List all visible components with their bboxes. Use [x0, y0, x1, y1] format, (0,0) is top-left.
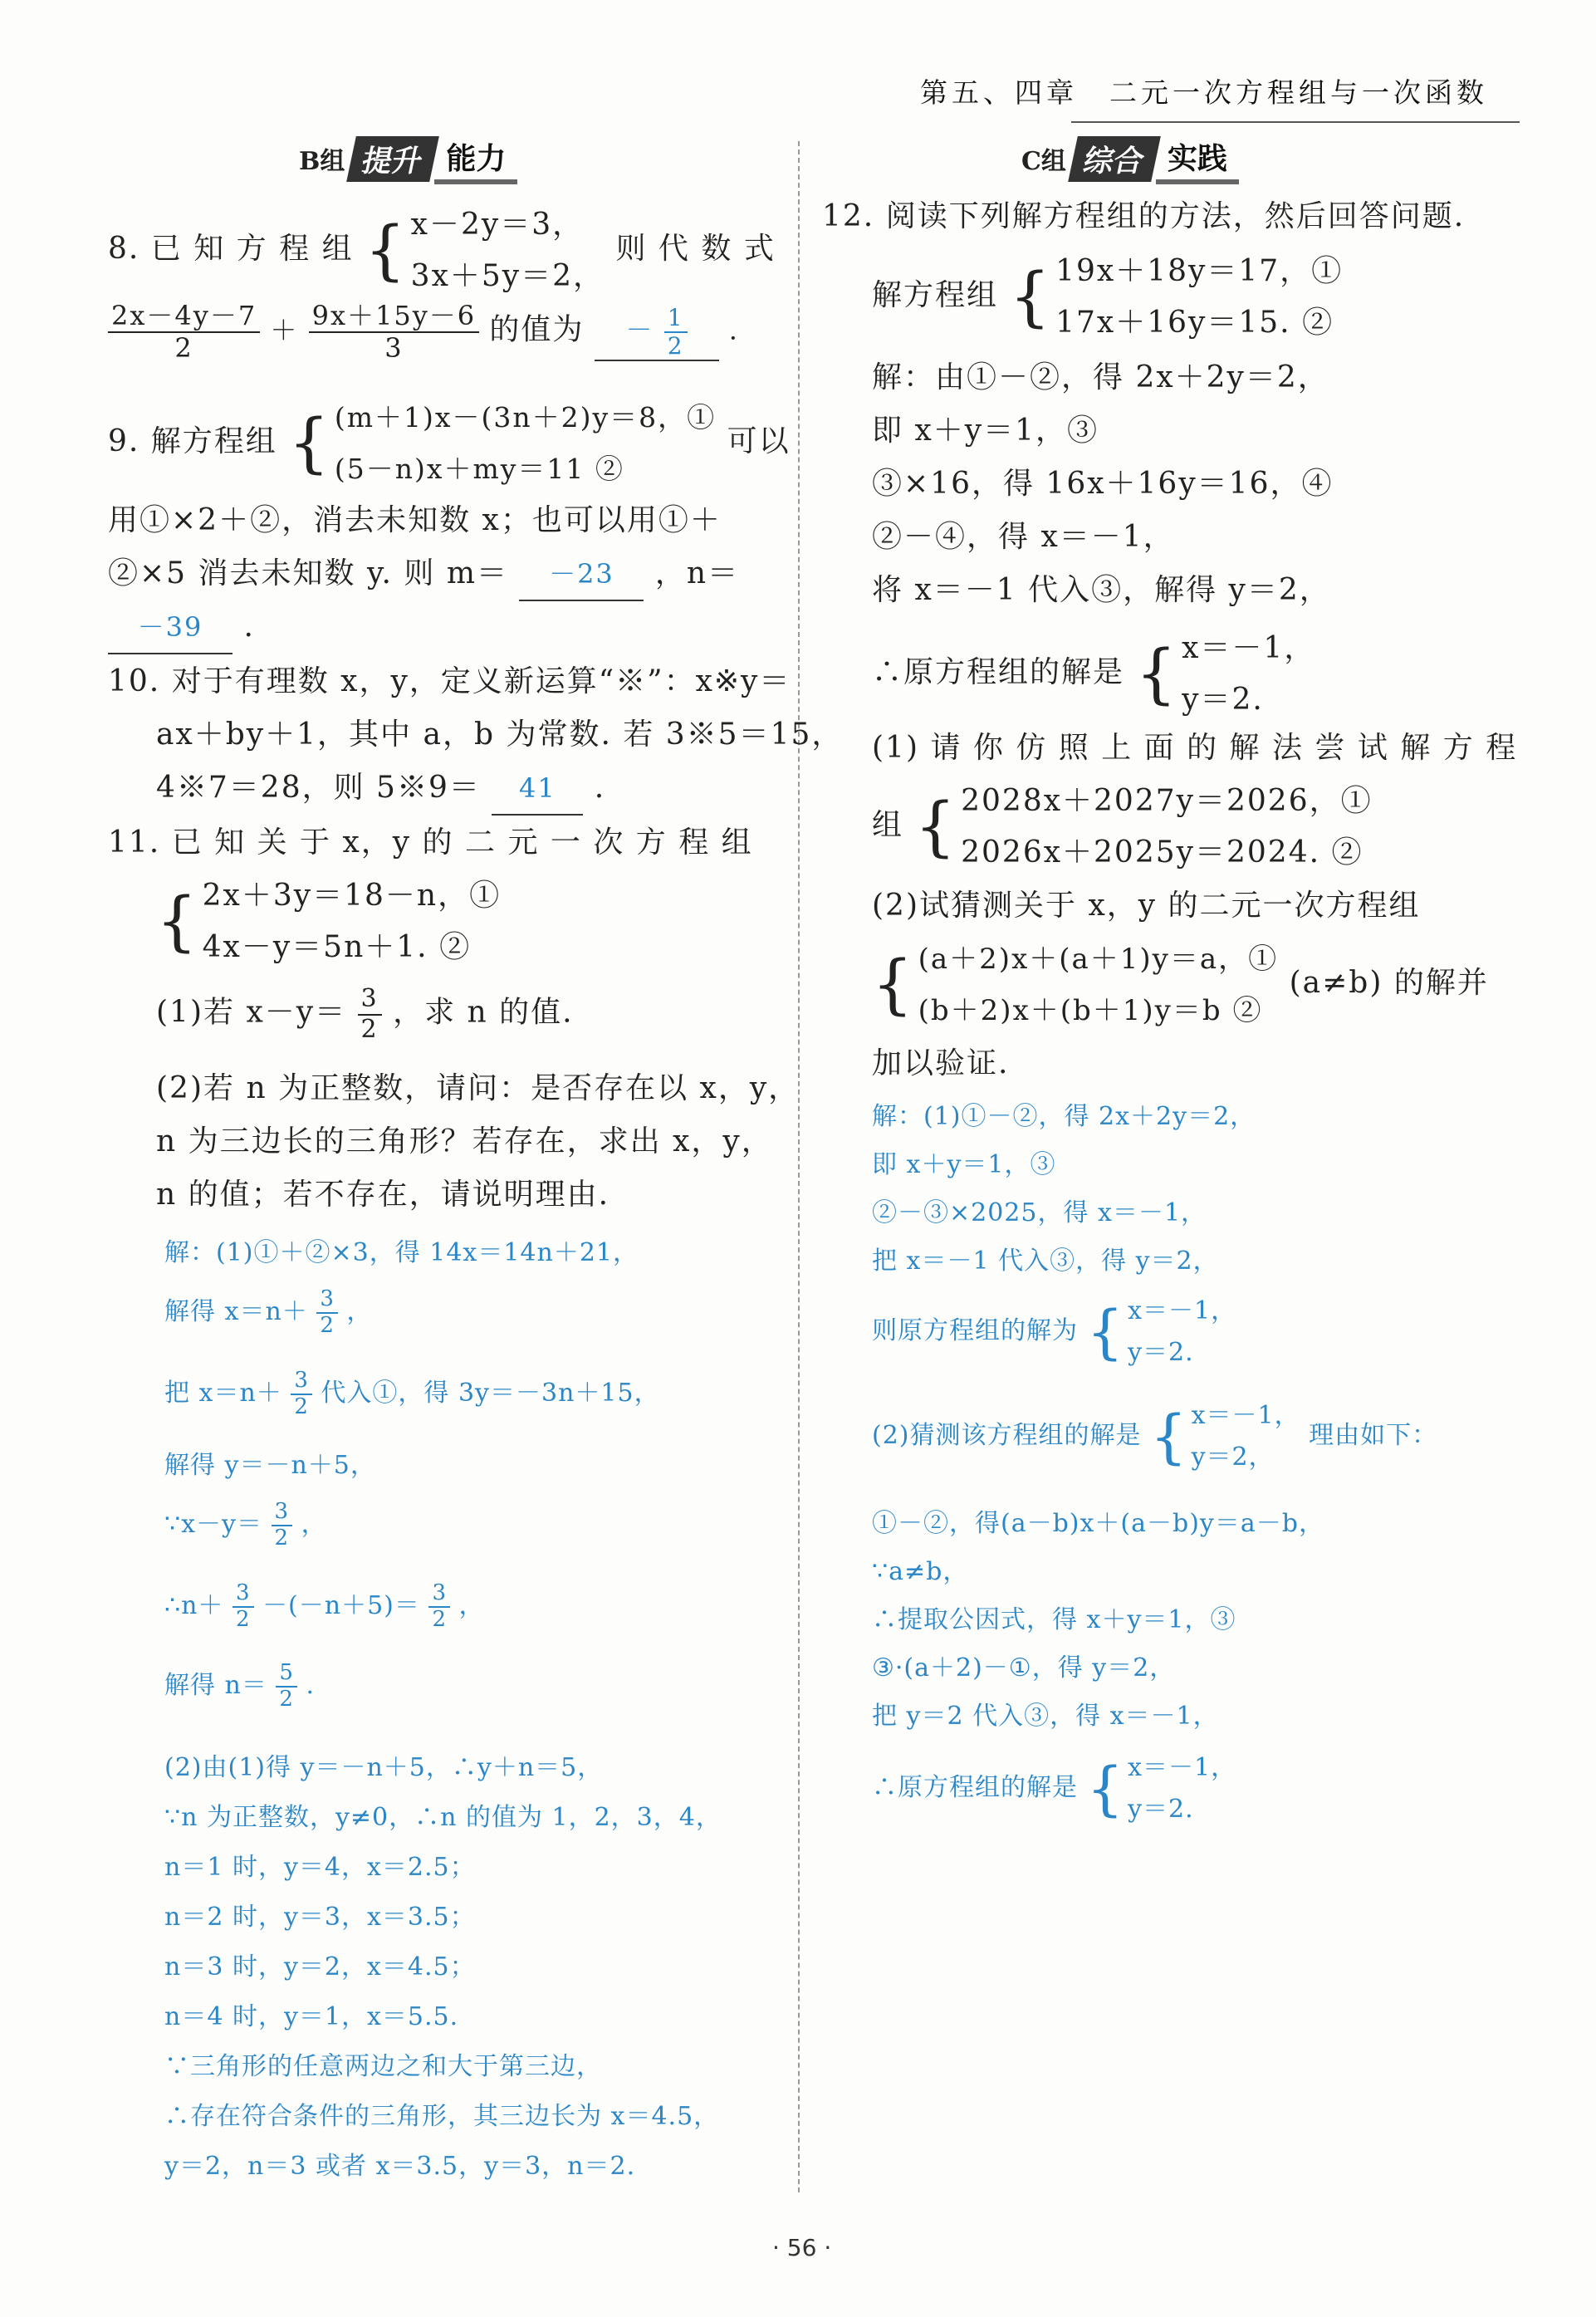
section-c-tag2: 实践 — [1156, 134, 1239, 184]
q12-sol-s5 — [872, 1291, 1236, 1374]
column-divider — [798, 141, 800, 2192]
q11-sol-s6b: －(－n＋5)＝ — [262, 1590, 420, 1620]
q8-eq2: 3x＋5y＝2， — [410, 259, 605, 293]
q12-p1-l1: (1) 请 你 仿 照 上 面 的 解 法 尝 试 解 方 程 — [872, 731, 1518, 765]
q12-sol-s12 — [872, 1747, 1236, 1830]
q11-p1-frac — [358, 985, 382, 1044]
q12-p1-eq2: 2026x＋2025y＝2024. ② — [961, 835, 1363, 869]
q11-eq2: 4x－y＝5n＋1. ② — [202, 930, 472, 964]
q12-ex-s2: 即 x＋y＝1，③ — [872, 414, 1099, 448]
q11-sol-s2b: ， — [346, 1296, 373, 1326]
q8-frac1 — [108, 301, 260, 364]
q10-line3a: 4※7＝28，则 5※9＝ — [156, 771, 481, 805]
q9-system — [288, 392, 716, 495]
q12-sol-s6-r1: x＝－1， — [1191, 1401, 1300, 1430]
q11-sol-s2-den: 2 — [320, 1312, 335, 1338]
q9-eq2: (5－n)x＋my＝11 ② — [334, 453, 624, 485]
q11-sol-s16: y＝2，n＝3 或者 x＝3.5，y＝3，n＝2. — [164, 2152, 636, 2181]
q12-sol-s5-text: 则原方程组的解为 — [872, 1316, 1078, 1345]
q8-line1 — [108, 199, 776, 302]
q12-sol-s5-result — [1087, 1291, 1237, 1374]
brace-icon: { — [365, 213, 408, 288]
q10-end: . — [594, 771, 606, 805]
q11-sol-s10: n＝1 时，y＝4，x＝2.5； — [164, 1853, 476, 1882]
q12-intro: 12. 阅读下列解方程组的方法，然后回答问题. — [822, 199, 1466, 233]
q8-frac1-num: 2x－4y－7 — [108, 301, 260, 333]
q12-sol-s5-r1: x＝－1， — [1128, 1296, 1237, 1325]
q12-sol-s6-text: (2)猜测该方程组的解是 — [872, 1421, 1142, 1450]
q11-sol-s3 — [164, 1369, 660, 1420]
q12-p1-label: 组 — [872, 808, 904, 842]
q12-sol-s6-result — [1150, 1395, 1300, 1478]
q8-answer-frac — [664, 305, 688, 360]
q8-answer-blank — [595, 304, 719, 361]
q11-eq1: 2x＋3y＝18－n，① — [202, 879, 502, 913]
q11-sol-s5 — [164, 1500, 327, 1551]
q12-ex-system — [1009, 246, 1343, 349]
q11-sol-s13: n＝4 时，y＝1，x＝5.5. — [164, 2002, 459, 2031]
q11-sol-s6-den2: 2 — [432, 1606, 447, 1632]
q12-ex-s6-text: ∴原方程组的解是 — [872, 655, 1125, 689]
brace-icon: { — [1086, 1298, 1125, 1366]
q11-p1b: ，求 n 的值. — [393, 995, 574, 1030]
q11-sol-s5-den: 2 — [274, 1525, 290, 1550]
q12-ex-s3: ③×16，得 16x＋16y＝16，④ — [872, 467, 1334, 501]
q11-sol-s9: ∵n 为正整数，y≠0，∴n 的值为 1，2，3，4， — [164, 1803, 722, 1832]
q11-sol-s7-frac — [276, 1661, 297, 1712]
q12-p2-eq1: (a＋2)x＋(a＋1)y＝a，① — [918, 943, 1279, 976]
q12-sol-s3: ②－③×2025，得 x＝－1， — [872, 1198, 1207, 1227]
q11-p2-l1: (2)若 n 为正整数，请问：是否存在以 x，y， — [156, 1071, 800, 1105]
q9-end: . — [243, 610, 255, 644]
q8-tail: 的值为 — [489, 312, 585, 347]
q8-line2 — [108, 301, 739, 364]
q8-system — [365, 199, 605, 302]
q8-answer-sign: － — [625, 314, 654, 346]
q11-sol-s6a: ∴n＋ — [164, 1590, 224, 1620]
q9-line4 — [108, 601, 255, 654]
q9-line1 — [108, 392, 791, 495]
section-c-banner — [1021, 135, 1239, 183]
q10-line3 — [156, 762, 605, 816]
q11-sol-s6-den1: 2 — [235, 1606, 251, 1632]
q11-sol-s7-den: 2 — [279, 1686, 294, 1712]
q12-sol-s10: ③·(a＋2)－①，得 y＝2， — [872, 1653, 1176, 1683]
q9-answer-n: －39 — [108, 601, 233, 654]
brace-icon: { — [1135, 637, 1179, 712]
brace-icon: { — [288, 406, 331, 481]
q12-ex-s5: 将 x＝－1 代入③，解得 y＝2， — [872, 573, 1331, 607]
q12-p1-system-row — [872, 776, 1373, 879]
q8-suffix: 则 代 数 式 — [615, 232, 776, 266]
q9-line3 — [108, 548, 739, 601]
q12-p2-l1: (2)试猜测关于 x，y 的二元一次方程组 — [872, 889, 1421, 923]
brace-icon: { — [872, 948, 915, 1022]
q11-sol-s3b: 代入①，得 3y＝－3n＋15， — [321, 1378, 660, 1408]
q12-sol-s6 — [872, 1395, 1437, 1478]
q11-sol-s2a: 解得 x＝n＋ — [164, 1296, 308, 1326]
q11-sol-s6-frac2 — [428, 1581, 450, 1633]
q12-ex-label: 解方程组 — [872, 278, 999, 312]
q11-sol-s14: ∵三角形的任意两边之和大于第三边， — [164, 2052, 602, 2081]
q12-ex-r1: x＝－1， — [1182, 631, 1316, 665]
q11-sol-s3-frac — [291, 1369, 312, 1420]
q12-ex-r2: y＝2. — [1182, 683, 1264, 717]
section-c-group: C组 — [1021, 147, 1066, 176]
q12-p2-suffix: (a≠b) 的解并 — [1289, 966, 1489, 1000]
q12-sol-s12-r2: y＝2. — [1128, 1795, 1194, 1824]
q11-sol-s4: 解得 y＝－n＋5， — [164, 1451, 376, 1480]
q12-p2-eq2: (b＋2)x＋(b＋1)y＝b ② — [918, 994, 1263, 1027]
q8-answer-num: 1 — [664, 305, 688, 333]
q12-sol-s11: 把 y＝2 代入③，得 x＝－1， — [872, 1702, 1219, 1731]
q11-sol-s2-num: 3 — [316, 1287, 338, 1314]
q12-sol-s9: ∴提取公因式，得 x＋y＝1，③ — [872, 1605, 1236, 1634]
q12-sol-s4: 把 x＝－1 代入③，得 y＝2， — [872, 1247, 1219, 1276]
q9-answer-m: －23 — [519, 548, 644, 601]
q12-p2-system — [872, 933, 1278, 1036]
q12-sol-s5-r2: y＝2. — [1128, 1338, 1194, 1367]
q8-frac2 — [309, 301, 480, 364]
section-b-tag2: 能力 — [434, 134, 517, 184]
q11-system — [156, 870, 501, 973]
q12-ex-s4: ②－④，得 x＝－1， — [872, 520, 1175, 554]
q8-end: . — [728, 314, 739, 346]
q11-sol-s5-frac — [272, 1500, 293, 1551]
q11-sol-s12: n＝3 时，y＝2，x＝4.5； — [164, 1952, 476, 1981]
q9-prefix: 9. 解方程组 — [108, 424, 277, 458]
q11-sol-s6-frac1 — [233, 1581, 254, 1633]
q11-part1 — [156, 985, 574, 1044]
q9-line3a: ②×5 消去未知数 y. 则 m＝ — [108, 556, 508, 590]
q12-sol-s12-r1: x＝－1， — [1128, 1753, 1237, 1782]
brace-icon: { — [914, 790, 958, 865]
brace-icon: { — [1009, 260, 1053, 335]
q11-p2-l2: n 为三边长的三角形？若存在，求出 x，y， — [156, 1124, 773, 1158]
q11-sol-s3-den: 2 — [294, 1394, 309, 1419]
q8-eq1: x－2y＝3， — [410, 208, 585, 242]
q8-plus: ＋ — [270, 314, 299, 346]
q11-sol-s8: (2)由(1)得 y＝－n＋5，∴y＋n＝5， — [164, 1753, 604, 1782]
q11-sol-s5a: ∵x－y＝ — [164, 1509, 262, 1539]
brace-icon: { — [1086, 1755, 1125, 1823]
q12-sol-s2: 即 x＋y＝1，③ — [872, 1150, 1056, 1179]
q11-sol-s3a: 把 x＝n＋ — [164, 1378, 282, 1408]
q11-sol-s6-num1: 3 — [233, 1581, 254, 1608]
q8-frac1-den: 2 — [174, 331, 193, 364]
q11-sol-s6c: ， — [458, 1590, 485, 1620]
q12-p2-l3: 加以验证. — [872, 1046, 1010, 1080]
q12-sol-s12-text: ∴原方程组的解是 — [872, 1773, 1078, 1802]
q12-example-system-row — [872, 246, 1343, 349]
q8-frac2-den: 3 — [384, 331, 404, 364]
q12-ex-s6 — [872, 623, 1315, 726]
header-rule — [1071, 121, 1520, 123]
q11-line1: 11. 已 知 关 于 x，y 的 二 元 一 次 方 程 组 — [108, 825, 753, 860]
brace-icon: { — [1150, 1403, 1188, 1471]
q9-line3b: ，n＝ — [654, 556, 740, 590]
section-b-banner — [299, 135, 517, 183]
chapter-title: 第五、四章 二元一次方程组与一次函数 — [920, 76, 1488, 109]
q12-sol-s7: ①－②，得(a－b)x＋(a－b)y＝a－b， — [872, 1509, 1324, 1538]
q11-sol-s7 — [164, 1661, 315, 1712]
q12-ex-s1: 解：由①－②，得 2x＋2y＝2， — [872, 360, 1329, 394]
q11-sol-s6-num2: 3 — [428, 1581, 450, 1608]
q12-sol-s6-r2: y＝2， — [1191, 1443, 1275, 1472]
q11-system-row — [156, 870, 501, 973]
q12-ex-result — [1135, 623, 1315, 726]
q12-sol-s12-result — [1087, 1747, 1237, 1830]
q12-sol-s1: 解：(1)①－②，得 2x＋2y＝2， — [872, 1102, 1256, 1131]
brace-icon: { — [156, 884, 199, 959]
section-b-tag1: 提升 — [347, 136, 440, 182]
q11-sol-s5-num: 3 — [272, 1500, 293, 1526]
q11-p1-den: 2 — [360, 1014, 379, 1044]
q12-ex-eq2: 17x＋16y＝15. ② — [1055, 306, 1334, 340]
q11-p2-l3: n 的值；若不存在，请说明理由. — [156, 1178, 610, 1212]
q8-frac2-num: 9x＋15y－6 — [309, 301, 480, 333]
q11-sol-s2 — [164, 1287, 372, 1339]
q11-sol-s7a: 解得 n＝ — [164, 1670, 267, 1700]
q11-sol-s15: ∴存在符合条件的三角形，其三边长为 x＝4.5， — [164, 2102, 720, 2131]
q10-line2: ax＋by＋1，其中 a，b 为常数. 若 3※5＝15， — [156, 718, 844, 752]
q11-p1-num: 3 — [358, 985, 382, 1016]
q10-line1: 10. 对于有理数 x，y，定义新运算“※”：x※y＝ — [108, 664, 791, 698]
q12-sol-s6-tail: 理由如下： — [1309, 1421, 1438, 1450]
q10-answer: 41 — [492, 762, 583, 816]
q8-answer-den: 2 — [667, 331, 684, 360]
q11-sol-s3-num: 3 — [291, 1369, 312, 1395]
section-b-group: B组 — [299, 147, 345, 176]
q11-sol-s2-frac — [316, 1287, 338, 1339]
q12-p2-system-row — [872, 933, 1489, 1036]
q12-ex-eq1: 19x＋18y＝17，① — [1055, 254, 1344, 288]
q11-p1a: (1)若 x－y＝ — [156, 995, 347, 1030]
q11-sol-s7b: . — [306, 1670, 316, 1700]
q9-line2: 用①×2＋②，消去未知数 x；也可以用①＋ — [108, 503, 722, 537]
q12-p1-system — [914, 776, 1372, 879]
q11-sol-s7-num: 5 — [276, 1661, 297, 1688]
q8-prefix: 8. 已 知 方 程 组 — [108, 232, 354, 266]
q11-sol-s6 — [164, 1581, 485, 1633]
q9-eq1: (m＋1)x－(3n＋2)y＝8，① — [334, 401, 717, 434]
page-number: · 56 · — [772, 2234, 832, 2261]
q11-sol-s5b: ， — [301, 1509, 327, 1539]
q11-sol-s1: 解：(1)①＋②×3，得 14x＝14n＋21， — [164, 1238, 639, 1267]
q11-sol-s11: n＝2 时，y＝3，x＝3.5； — [164, 1903, 476, 1932]
q12-sol-s8: ∵a≠b， — [872, 1557, 969, 1586]
q9-suffix: 可以 — [727, 424, 791, 458]
section-c-tag1: 综合 — [1068, 136, 1161, 182]
q12-p1-eq1: 2028x＋2027y＝2026，① — [961, 784, 1373, 818]
